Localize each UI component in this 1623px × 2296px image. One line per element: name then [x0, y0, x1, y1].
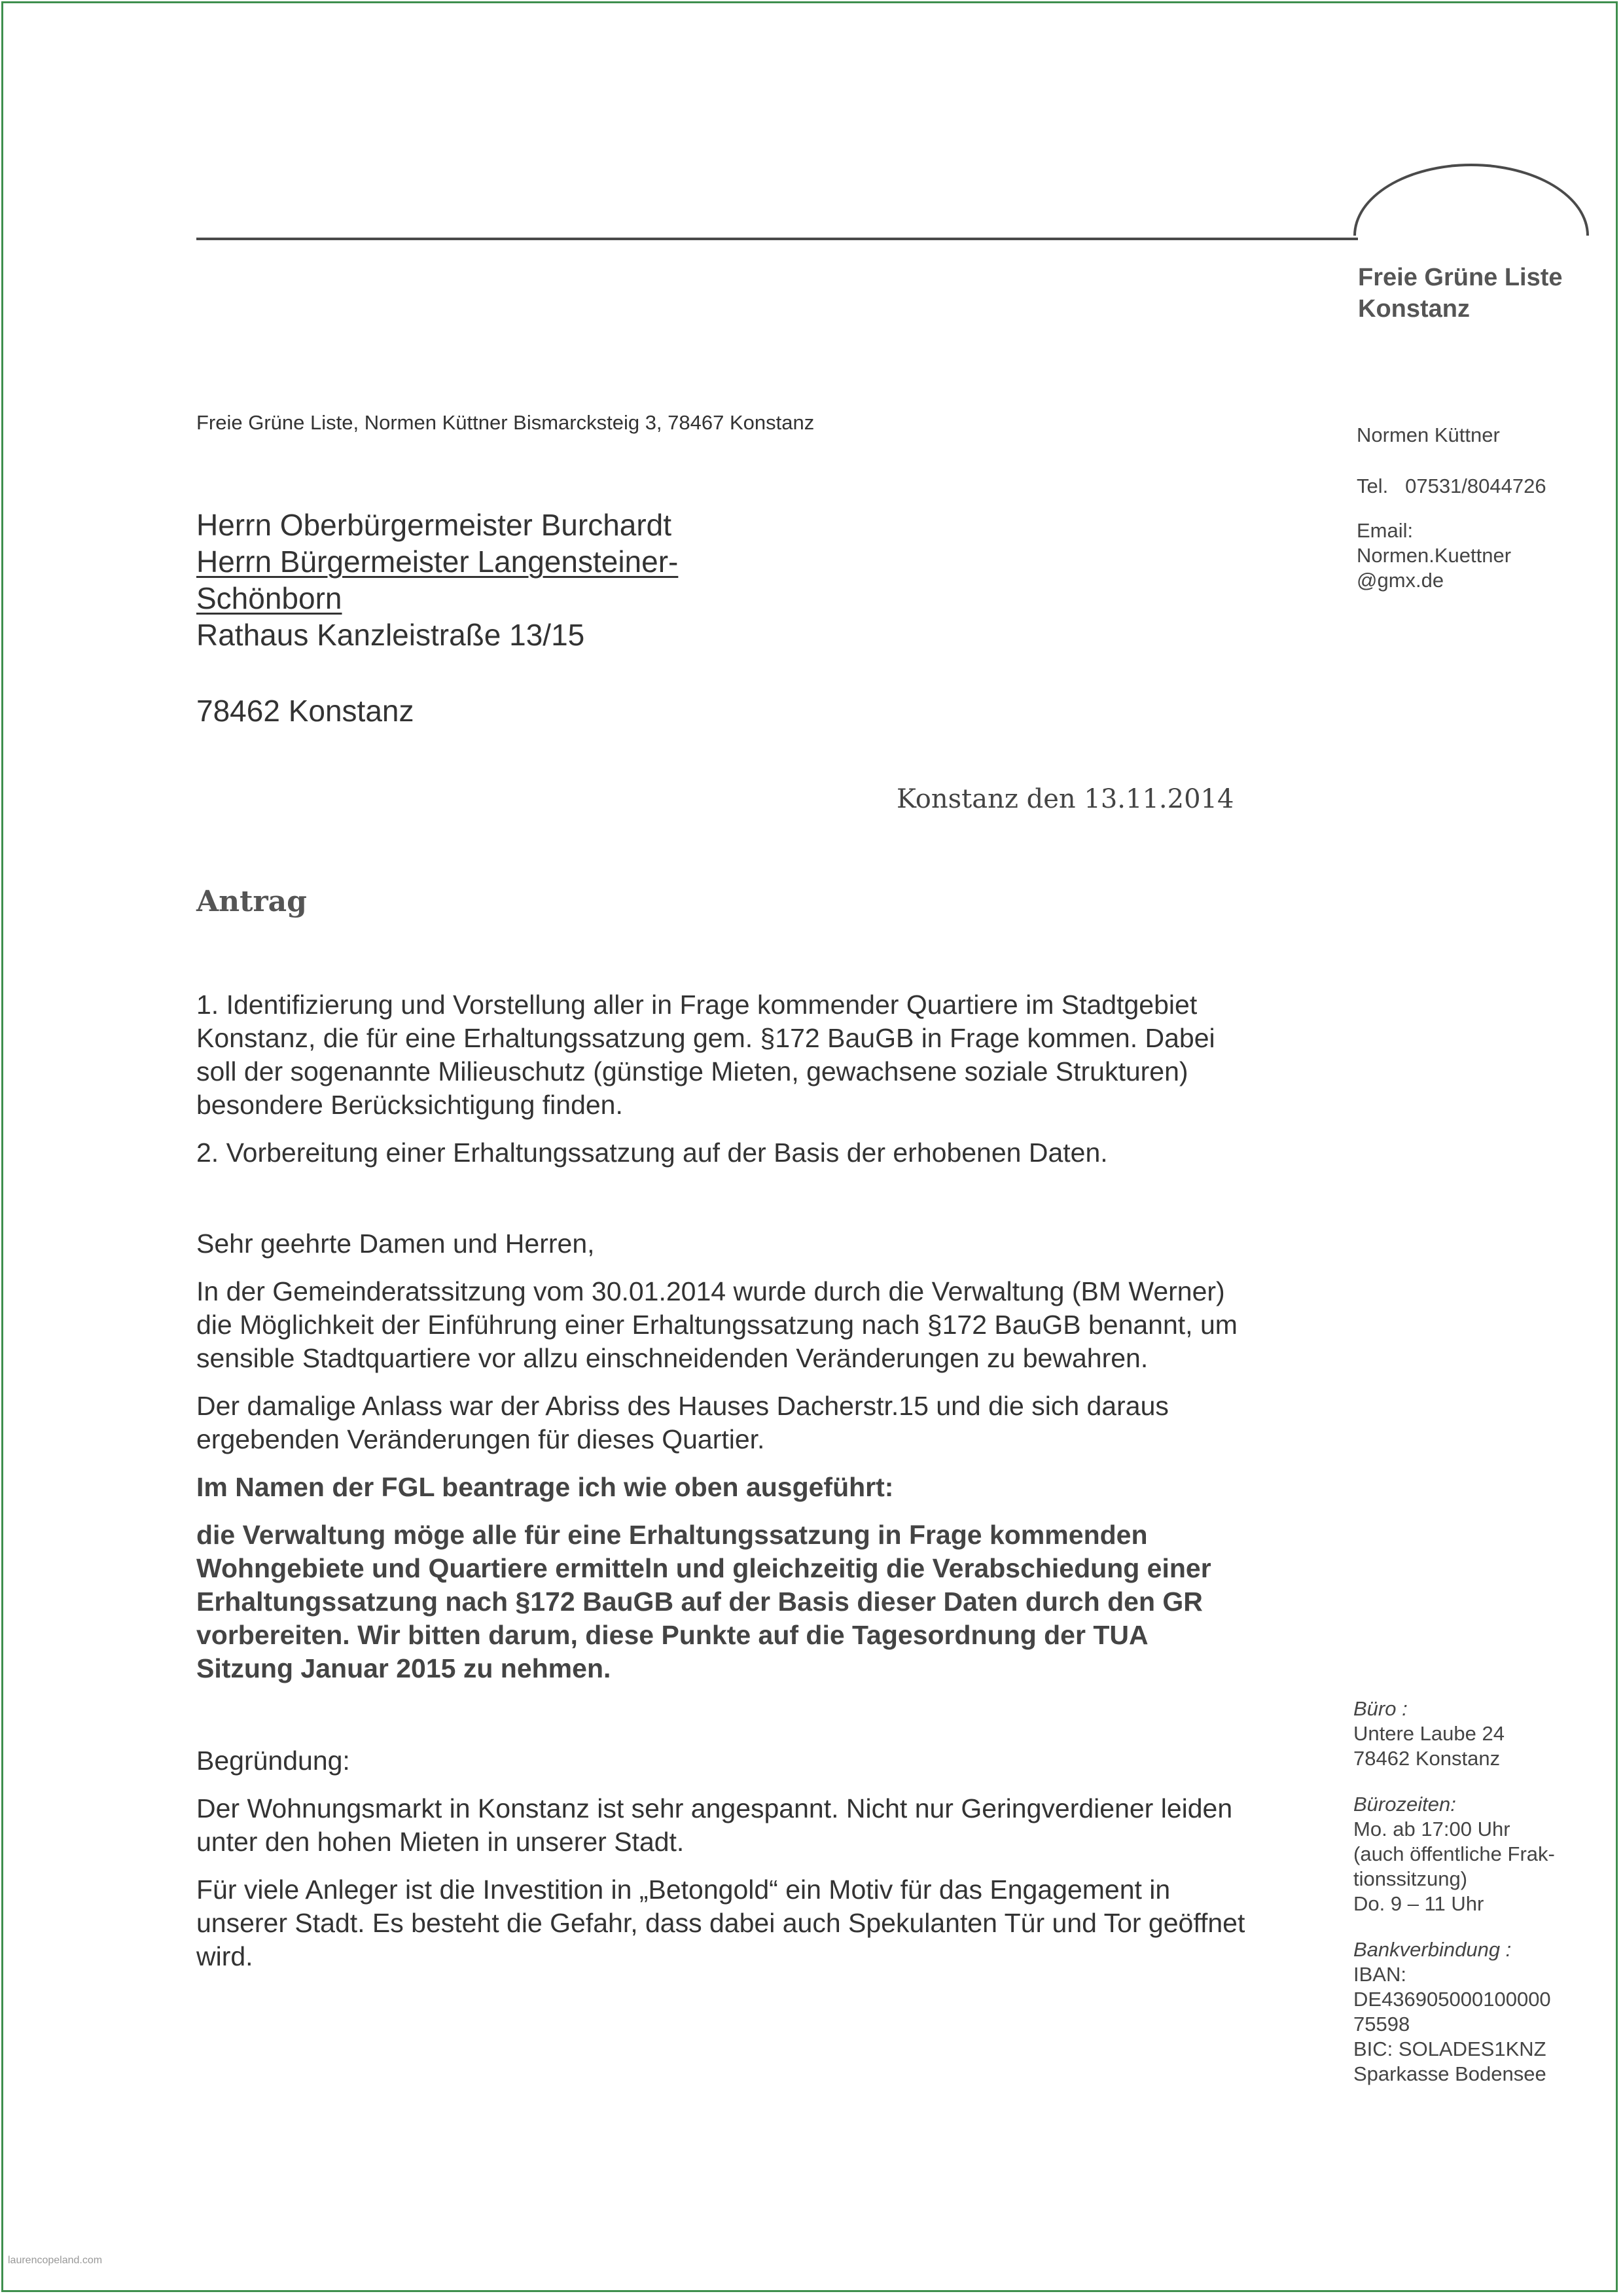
recipient-line1: Herrn Oberbürgermeister Burchardt — [196, 508, 672, 542]
paragraph-2: Der damalige Anlass war der Abriss des Hauses Dacherstr.15 und die sich daraus ergebenden Veränderungen für dieses Quartier. — [196, 1391, 1169, 1454]
motion-item-1: 1. Identifizierung und Vorstellung aller in Frage kommender Quartiere im Stadtgebiet Konstanz, die für eine Erhaltungssatzung gem. §172 BauGB in Frage kommen. Dabei soll der sogenannte Milieuschutz (günstige Mieten, gewachsene soziale Strukturen) besondere Berücksichtigung finden. — [196, 990, 1215, 1120]
motion-text: die Verwaltung möge alle für eine Erhaltungssatzung in Frage kommenden Wohngebiete und Quartiere ermitteln und gleichzeitig die Verabschiedung einer Erhaltungssatzung nach §172 BauGB auf der Basis dieser Daten durch den GR vorbereiten. Wir bitten darum, diese Punkte auf die Tagesordnung der TUA Sitzung Januar 2015 zu nehmen. — [196, 1520, 1211, 1683]
letter-date: Konstanz den 13.11.2014 — [897, 784, 1234, 814]
salutation: Sehr geehrte Damen und Herren, — [196, 1229, 595, 1259]
email-line1: Normen.Kuettner — [1357, 544, 1512, 567]
office-hours-1: Mo. ab 17:00 Uhr — [1353, 1818, 1510, 1840]
office-address-1: Untere Laube 24 — [1353, 1722, 1505, 1745]
bic: BIC: SOLADES1KNZ — [1353, 2037, 1546, 2060]
phone-label: Tel. — [1357, 475, 1389, 497]
email-label: Email: — [1357, 519, 1414, 542]
organization-name — [1358, 262, 1563, 325]
bank-label: Bankverbindung : — [1353, 1938, 1512, 1961]
watermark: laurencopeland.com — [8, 2255, 103, 2266]
iban-label: IBAN: — [1353, 1963, 1406, 1986]
paragraph-1: In der Gemeinderatssitzung vom 30.01.2014 wurde durch die Verwaltung (BM Werner) die Möglichkeit der Einführung einer Erhaltungssatzung nach §172 BauGB benannt, um sensible Stadtquartiere vor allzu einschneidenden Veränderungen zu bewahren. — [196, 1276, 1238, 1373]
office-label: Büro : — [1353, 1697, 1408, 1720]
office-hours-2: (auch öffentliche Frak- — [1353, 1842, 1555, 1865]
contact-name: Normen Küttner — [1357, 423, 1500, 446]
recipient-line3: Schönborn — [196, 581, 342, 615]
office-hours-label: Bürozeiten: — [1353, 1793, 1456, 1816]
iban-line2: 75598 — [1353, 2013, 1410, 2036]
email-line2: @gmx.de — [1357, 569, 1444, 592]
recipient-city: 78462 Konstanz — [196, 694, 414, 728]
reason-2: Für viele Anleger ist die Investition in „Betongold“ ein Motiv für das Engagement in unserer Stadt. Es besteht die Gefahr, dass dabei auch Spekulanten Tür und Tor geöffnet wird. — [196, 1874, 1245, 1971]
reason-1: Der Wohnungsmarkt in Konstanz ist sehr angespannt. Nicht nur Geringverdiener leiden unter den hohen Mieten in unserer Stadt. — [196, 1793, 1233, 1857]
letter-body — [196, 988, 1250, 1988]
reason-heading: Begründung: — [196, 1746, 350, 1776]
org-name-line1: Freie Grüne Liste — [1358, 264, 1563, 291]
office-hours-3: tionssitzung) — [1353, 1867, 1468, 1890]
contact-phone — [1357, 474, 1546, 499]
phone-number: 07531/8044726 — [1405, 475, 1546, 497]
motion-item-2: 2. Vorbereitung einer Erhaltungssatzung auf der Basis der erhobenen Daten. — [196, 1138, 1108, 1168]
iban-line1: DE436905000100000 — [1353, 1988, 1551, 2011]
office-sidebar — [1353, 1696, 1555, 2087]
recipient-line4: Rathaus Kanzleistraße 13/15 — [196, 618, 585, 652]
letterhead-rule — [196, 238, 1358, 240]
office-hours-4: Do. 9 – 11 Uhr — [1353, 1892, 1484, 1915]
letter-subject: Antrag — [196, 885, 307, 918]
recipient-address — [196, 507, 678, 729]
contact-sidebar — [1357, 423, 1546, 593]
org-name-line2: Konstanz — [1358, 295, 1470, 323]
office-address-2: 78462 Konstanz — [1353, 1747, 1501, 1770]
sender-return-address: Freie Grüne Liste, Normen Küttner Bismarcksteig 3, 78467 Konstanz — [196, 411, 815, 434]
motion-intro: Im Namen der FGL beantrage ich wie oben ausgeführt: — [196, 1472, 894, 1502]
recipient-line2: Herrn Bürgermeister Langensteiner- — [196, 545, 679, 579]
bank-name: Sparkasse Bodensee — [1353, 2062, 1546, 2085]
